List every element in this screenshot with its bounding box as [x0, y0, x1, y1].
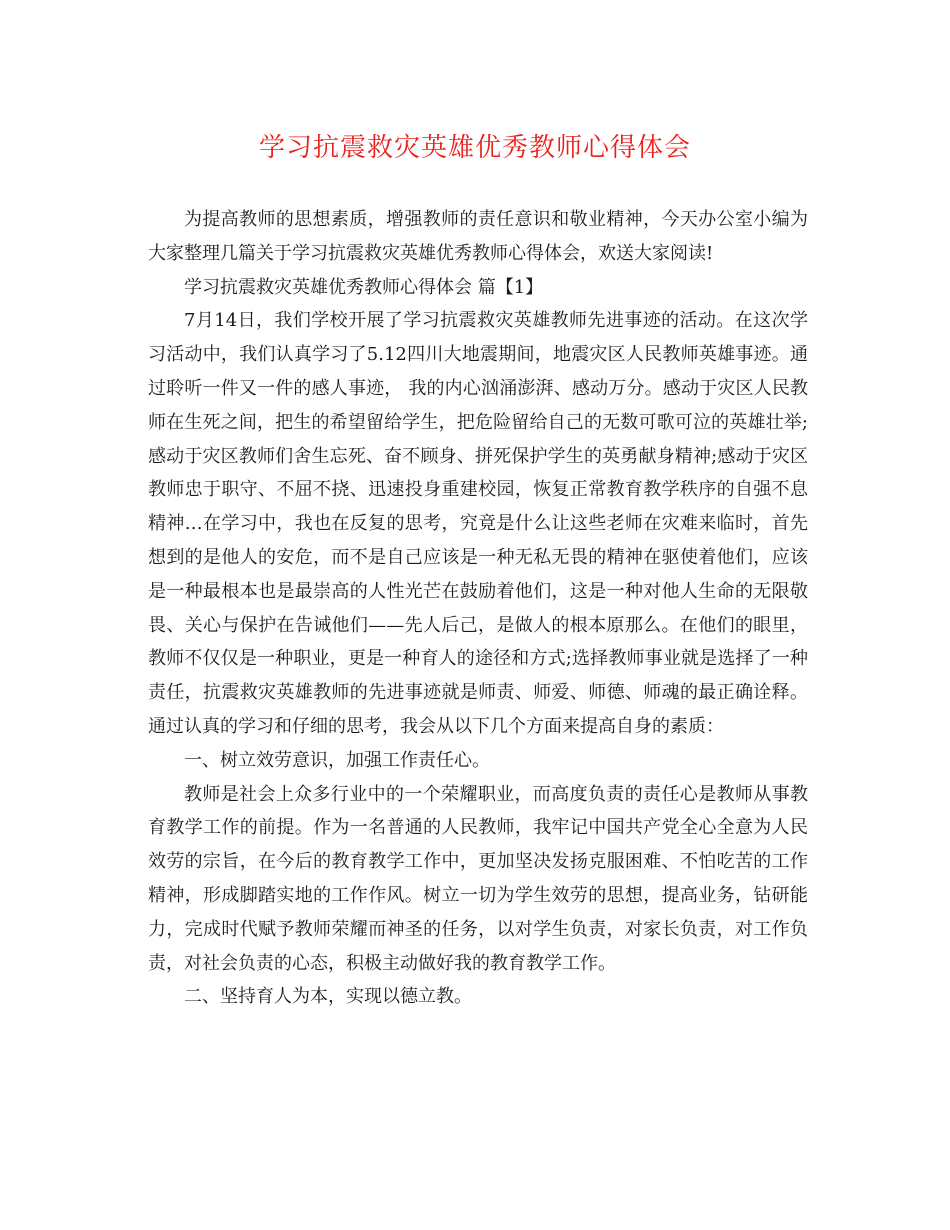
point-heading: 二、坚持育人为本，实现以德立教。	[184, 986, 472, 1008]
document-body	[148, 203, 808, 1014]
point-heading: 一、树立效劳意识，加强工作责任心。	[184, 749, 490, 771]
body-paragraph: 教师是社会上众多行业中的一个荣耀职业，而高度负责的责任心是教师从事教育教学工作的前提。作为一名普通的人民教师，我牢记中国共产党全心全意为人民效劳的宗旨，在今后的教育教学工作中，更加坚决发扬克服困难、不怕吃苦的工作精神，形成脚踏实地的工作作风。树立一切为学生效劳的思想，提高业务，钻研能力，完成时代赋予教师荣耀而神圣的任务，以对学生负责，对家长负责，对工作负责，对社会负责的心态，积极主动做好我的教育教学工作。	[148, 783, 808, 974]
body-paragraph: 7月14日，我们学校开展了学习抗震救灾英雄教师先进事迹的活动。在这次学习活动中，我们认真学习了5.12四川大地震期间，地震灾区人民教师英雄事迹。通过聆听一件又一件的感人事迹， 我的内心汹涌澎湃、感动万分。感动于灾区人民教师在生死之间，把生的希望留给学生，把危险留给自己的无数可歌可泣的英雄壮举;感动于灾区教师们舍生忘死、奋不顾身、拼死保护学生的英勇献身精神;感动于灾区教师忠于职守、不屈不挠、迅速投身重建校园，恢复正常教育教学秩序的自强不息精神…在学习中，我也在反复的思考，究竟是什么让这些老师在灾难来临时，首先想到的是他人的安危，而不是自己应该是一种无私无畏的精神在驱使着他们，应该是一种最根本也是最崇高的人性光芒在鼓励着他们，这是一种对他人生命的无限敬畏、关心与保护在告诫他们——先人后己，是做人的根本原那么。在他们的眼里，教师不仅仅是一种职业，更是一种育人的途径和方式;选择教师事业就是选择了一种责任，抗震救灾英雄教师的先进事迹就是师责、师爱、师德、师魂的最正确诠释。 通过认真的学习和仔细的思考，我会从以下几个方面来提高自身的素质：	[148, 310, 808, 737]
document-title: 学习抗震救灾英雄优秀教师心得体会	[258, 133, 691, 163]
section-heading: 学习抗震救灾英雄优秀教师心得体会 篇【1】	[184, 276, 544, 298]
intro-paragraph: 为提高教师的思想素质，增强教师的责任意识和敬业精神，今天办公室小编为大家整理几篇关于学习抗震救灾英雄优秀教师心得体会，欢送大家阅读!	[148, 209, 808, 264]
